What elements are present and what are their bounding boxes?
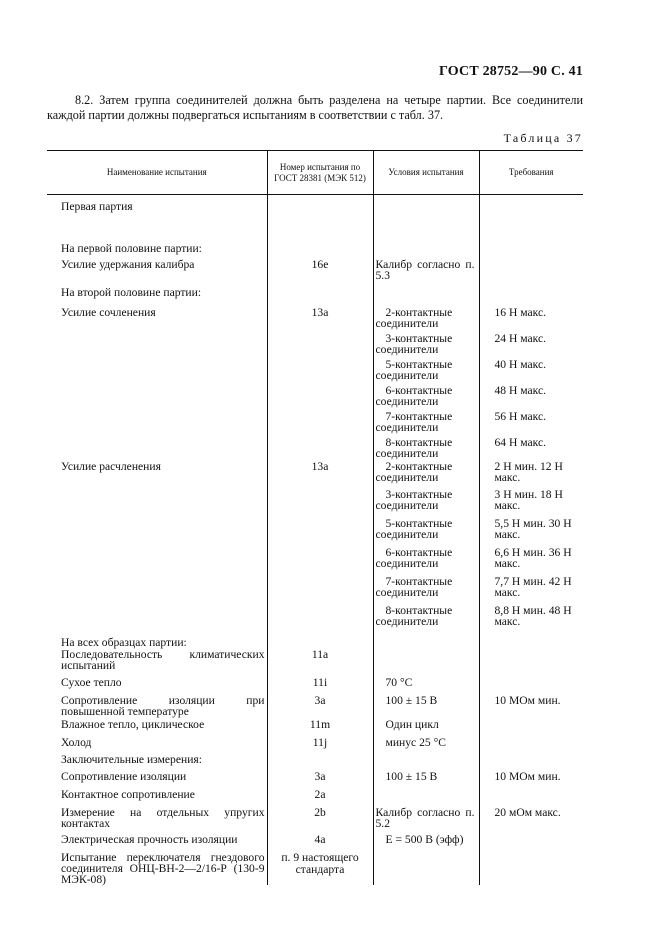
row-conditions-cell: 70 °С bbox=[385, 675, 413, 689]
row-number-cell bbox=[268, 195, 373, 201]
table-row bbox=[47, 754, 583, 771]
row-conditions-cell: 2-контактные соединители bbox=[375, 459, 453, 484]
row-conditions-cell: Один цикл bbox=[385, 717, 439, 731]
row-number-cell: 11а bbox=[311, 647, 329, 661]
row-conditions-cell: минус 25 °С bbox=[385, 735, 446, 749]
table-row bbox=[47, 355, 583, 381]
row-name-cell: На первой половине партии: bbox=[61, 241, 202, 255]
row-number-cell: 4а bbox=[314, 832, 326, 846]
row-conditions-cell: 7-контактные соединители bbox=[375, 574, 453, 599]
table-row bbox=[47, 633, 583, 649]
row-name-cell bbox=[47, 329, 267, 333]
table-row bbox=[47, 719, 583, 737]
table-row bbox=[47, 259, 583, 287]
table-row bbox=[47, 574, 583, 603]
row-conditions-cell: 6-контактные соединители bbox=[375, 383, 453, 408]
table-row bbox=[47, 303, 583, 329]
row-number-cell: 13а bbox=[311, 305, 329, 319]
row-number-cell bbox=[268, 516, 373, 518]
row-requirements-cell: 2 Н мин. 12 Н макс. bbox=[494, 459, 563, 484]
row-number-cell: 3а bbox=[314, 769, 326, 783]
row-number-cell bbox=[268, 329, 373, 333]
table-row bbox=[47, 329, 583, 355]
table-row bbox=[47, 695, 583, 719]
table-row bbox=[47, 545, 583, 574]
row-name-cell bbox=[47, 603, 267, 605]
row-conditions-cell: 100 ± 15 В bbox=[385, 769, 438, 783]
row-number-cell bbox=[268, 407, 373, 411]
row-name-cell bbox=[47, 433, 267, 437]
row-conditions-cell bbox=[374, 633, 479, 637]
row-name-cell: Последовательность климатических испытаний bbox=[61, 647, 265, 672]
row-conditions-cell: 3-контактные соединители bbox=[375, 487, 453, 512]
table-row bbox=[47, 649, 583, 677]
row-number-cell bbox=[268, 433, 373, 437]
row-name-cell: Заключительные измерения: bbox=[61, 752, 202, 766]
table-row bbox=[47, 789, 583, 807]
row-name-cell: Усилие удержания калибра bbox=[61, 257, 195, 271]
table-row bbox=[47, 807, 583, 834]
row-name-cell: На второй половине партии: bbox=[61, 285, 202, 299]
row-number-cell: 11m bbox=[309, 717, 331, 731]
row-conditions-cell: 2-контактные соединители bbox=[375, 305, 453, 330]
row-name-cell: Влажное тепло, циклическое bbox=[61, 717, 205, 731]
row-name-cell bbox=[47, 381, 267, 385]
row-number-cell bbox=[268, 487, 373, 489]
row-name-cell: Электрическая прочность изоляции bbox=[61, 832, 238, 846]
header-requirements: Требования bbox=[479, 151, 583, 195]
row-requirements-cell: 3 Н мин. 18 Н макс. bbox=[494, 487, 563, 512]
row-conditions-cell bbox=[374, 195, 479, 201]
row-name-cell: Сопротивление изоляции bbox=[61, 769, 187, 783]
row-name-cell bbox=[47, 487, 267, 489]
table-row bbox=[47, 516, 583, 545]
row-conditions-cell: 5-контактные соединители bbox=[375, 357, 453, 382]
row-requirements-cell: 16 Н макс. bbox=[494, 305, 547, 319]
row-name-cell bbox=[47, 574, 267, 576]
table-row bbox=[47, 407, 583, 433]
table-row bbox=[47, 834, 583, 852]
row-name-cell bbox=[47, 355, 267, 359]
row-requirements-cell: 7,7 Н мин. 42 Н макс. bbox=[494, 574, 572, 599]
row-requirements-cell: 40 Н макс. bbox=[494, 357, 547, 371]
header-conditions: Условия испытания bbox=[373, 151, 479, 195]
row-number-cell bbox=[268, 633, 373, 637]
row-conditions-cell: 8-контактные соединители bbox=[375, 603, 453, 628]
row-number-cell bbox=[268, 355, 373, 359]
row-name-cell: Первая партия bbox=[61, 200, 133, 213]
table-row bbox=[47, 771, 583, 789]
row-number-cell: 11i bbox=[312, 675, 328, 689]
table-row bbox=[47, 677, 583, 695]
table-header-row bbox=[47, 151, 583, 195]
row-number-cell bbox=[268, 545, 373, 547]
row-number-cell: 2b bbox=[314, 805, 326, 819]
table-caption: Таблица 37 bbox=[503, 131, 583, 145]
row-requirements-cell: 5,5 Н мин. 30 Н макс. bbox=[494, 516, 572, 541]
table-row bbox=[47, 243, 583, 259]
row-name-cell: На всех образцах партии: bbox=[61, 635, 187, 649]
row-number-cell bbox=[268, 603, 373, 605]
row-number-cell: 13а bbox=[311, 459, 329, 473]
row-number-cell bbox=[268, 574, 373, 576]
row-number-cell: п. 9 настоящего стандарта bbox=[281, 850, 359, 876]
row-requirements-cell: 56 Н макс. bbox=[494, 409, 547, 423]
table-row bbox=[47, 737, 583, 754]
row-conditions-cell: 7-контактные соединители bbox=[375, 409, 453, 434]
table-row bbox=[47, 195, 583, 243]
row-name-cell: Усилие расчленения bbox=[61, 459, 161, 473]
row-number-cell bbox=[268, 381, 373, 385]
row-conditions-cell: Калибр согласно п. 5.2 bbox=[375, 805, 475, 830]
row-number-cell: 11j bbox=[312, 735, 328, 749]
row-number-cell: 16е bbox=[311, 257, 329, 271]
row-requirements-cell bbox=[480, 195, 584, 201]
row-name-cell bbox=[47, 545, 267, 547]
row-conditions-cell: Е = 500 В (эфф) bbox=[385, 832, 464, 846]
header-number: Номер испытания по ГОСТ 28381 (МЭК 512) bbox=[267, 151, 373, 195]
row-name-cell: Холод bbox=[61, 735, 92, 749]
row-name-cell: Сопротивление изоляции при повышенной температуре bbox=[61, 693, 265, 718]
row-name-cell: Измерение на отдельных упругих контактах bbox=[61, 805, 265, 830]
row-number-cell: 2а bbox=[314, 787, 326, 801]
row-conditions-cell: 8-контактные соединители bbox=[375, 435, 453, 460]
row-requirements-cell: 6,6 Н мин. 36 Н макс. bbox=[494, 545, 572, 570]
table-row bbox=[47, 603, 583, 633]
row-name-cell: Испытание переключателя гнездового соединителя ОНЦ-ВН-2—2/16-Р (130-9 МЭК-08) bbox=[61, 850, 265, 886]
row-name-cell bbox=[47, 407, 267, 411]
table-body bbox=[47, 195, 583, 885]
test-table bbox=[47, 150, 583, 885]
header-name: Наименование испытания bbox=[47, 151, 267, 195]
row-requirements-cell: 10 МОм мин. bbox=[494, 769, 561, 783]
row-requirements-cell: 24 Н макс. bbox=[494, 331, 547, 345]
table-row bbox=[47, 852, 583, 885]
row-requirements-cell: 20 мОм макс. bbox=[494, 805, 561, 819]
table-row bbox=[47, 381, 583, 407]
row-name-cell bbox=[47, 516, 267, 518]
row-requirements-cell: 48 Н макс. bbox=[494, 383, 547, 397]
intro-paragraph: 8.2. Затем группа соединителей должна быть разделена на четыре партии. Все соединители каждой партии должны подвергаться испытаниям в соответствии с табл. 37. bbox=[47, 93, 583, 122]
row-requirements-cell bbox=[480, 633, 584, 637]
row-number-cell: 3а bbox=[314, 693, 326, 707]
row-name-cell: Сухое тепло bbox=[61, 675, 122, 689]
row-name-cell: Контактное сопротивление bbox=[61, 787, 195, 801]
table-row bbox=[47, 433, 583, 459]
row-conditions-cell: 5-контактные соединители bbox=[375, 516, 453, 541]
page-header: ГОСТ 28752—90 С. 41 bbox=[439, 64, 583, 79]
row-requirements-cell: 64 Н макс. bbox=[494, 435, 547, 449]
row-conditions-cell: Калибр согласно п. 5.3 bbox=[375, 257, 475, 282]
row-requirements-cell: 8,8 Н мин. 48 Н макс. bbox=[494, 603, 572, 628]
row-conditions-cell: 3-контактные соединители bbox=[375, 331, 453, 356]
table-row bbox=[47, 287, 583, 303]
row-conditions-cell: 6-контактные соединители bbox=[375, 545, 453, 570]
table-row bbox=[47, 487, 583, 516]
table-row bbox=[47, 459, 583, 487]
row-conditions-cell: 100 ± 15 В bbox=[385, 693, 438, 707]
row-name-cell: Усилие сочленения bbox=[61, 305, 156, 319]
row-requirements-cell: 10 МОм мин. bbox=[494, 693, 561, 707]
